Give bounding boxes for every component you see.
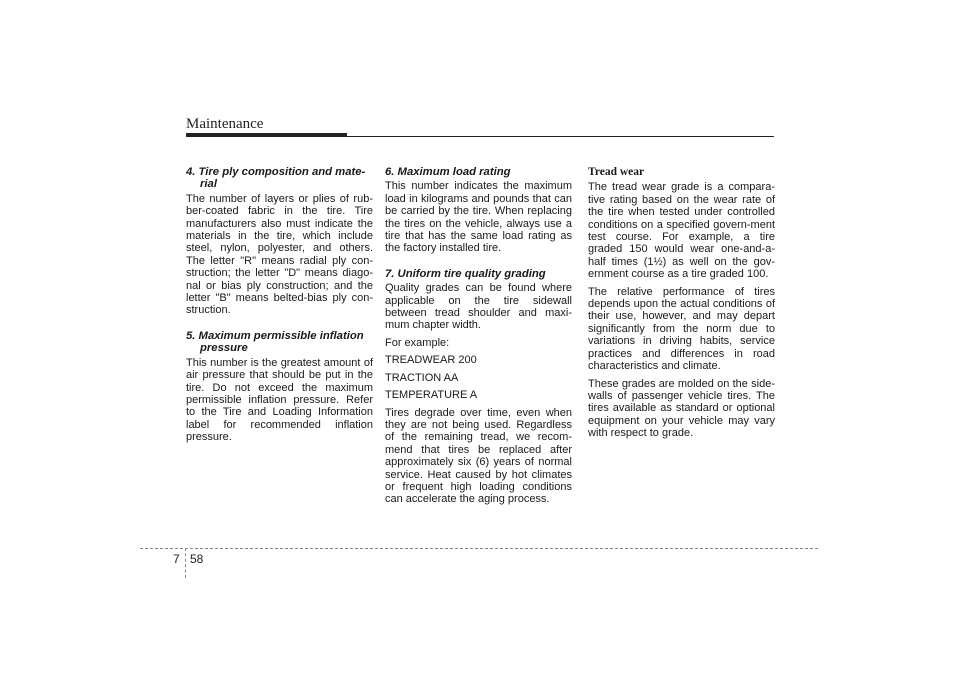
tread-wear-p2: The relative performance of tires depends upon the actual conditions of their use, however, and may depart significantly from the norm due to variations in driving habits, service practices and differences in road characteristics and climate. — [588, 285, 775, 373]
column-2 — [385, 166, 572, 511]
example-temperature: TEMPERATURE A — [385, 389, 478, 402]
heading-tread-wear: Tread wear — [588, 166, 645, 178]
footer-divider — [140, 548, 818, 549]
heading-max-inflation-line1: 5. Maximum permissible inflation — [186, 329, 364, 342]
max-load-body: This number indicates the maximum load in kilograms and pounds that can be carried by the tire. When replacing the tires on the vehicle, always use a tire that has the same load rating as the factory installed tire. — [385, 180, 572, 255]
tread-wear-p1: The tread wear grade is a compara-tive rating based on the wear rate of the tire when tested under controlled conditions on a specified govern-ment test course. For example, a tire graded 150 would wear one-and-a-half times (1½) as well on the gov-ernment course as a tire graded 100. — [588, 181, 775, 281]
example-traction: TRACTION AA — [385, 371, 459, 384]
tire-aging-body: Tires degrade over time, even when they are not being used. Regardless of the remaining tread, we recom-mend that tires be replaced after approximately six (6) years of normal service. Heat caused by hot climates or frequent high loading conditions can accelerate the aging process. — [385, 406, 572, 506]
column-1 — [186, 166, 373, 449]
example-label: For example: — [385, 336, 450, 349]
heading-tire-ply-line1: 4. Tire ply composition and mate- — [186, 166, 366, 178]
tire-ply-body: The number of layers or plies of rub-ber-coated fabric in the tire. Tire manufacturers also must indicate the materials in the tire, which include steel, nylon, polyester, and others. The letter "R" means radial ply con-struction; the letter "D" means diago-nal or bias ply construction; and the letter "B" means belted-bias ply con-struction. — [186, 192, 373, 317]
heading-max-inflation-line2: pressure — [200, 342, 248, 355]
footer-vertical-divider — [185, 548, 186, 578]
example-treadwear: TREADWEAR 200 — [385, 354, 477, 367]
heading-max-inflation — [186, 330, 373, 355]
page-number: 58 — [190, 552, 204, 566]
header-title: Maintenance — [186, 116, 264, 132]
max-inflation-body: This number is the greatest amount of air pressure that should be put in the tire. Do not exceed the maximum permissible inflation pressure. Refer to the Tire and Loading Information label for recommended inflation pressure. — [186, 356, 373, 444]
tread-wear-p3: These grades are molded on the side-walls of passenger vehicle tires. The tires available as standard or optional equipment on your vehicle may vary with respect to grade. — [588, 377, 775, 440]
header-rule-thin — [186, 136, 774, 137]
heading-tire-ply — [186, 166, 373, 191]
column-3 — [588, 166, 775, 445]
heading-quality-grading: 7. Uniform tire quality grading — [385, 267, 546, 280]
chapter-number: 7 — [173, 552, 180, 566]
heading-max-load: 6. Maximum load rating — [385, 166, 511, 178]
quality-grading-body: Quality grades can be found where applicable on the tire sidewall between tread shoulder and maxi-mum chapter width. — [385, 282, 572, 332]
heading-tire-ply-line2: rial — [200, 178, 217, 191]
